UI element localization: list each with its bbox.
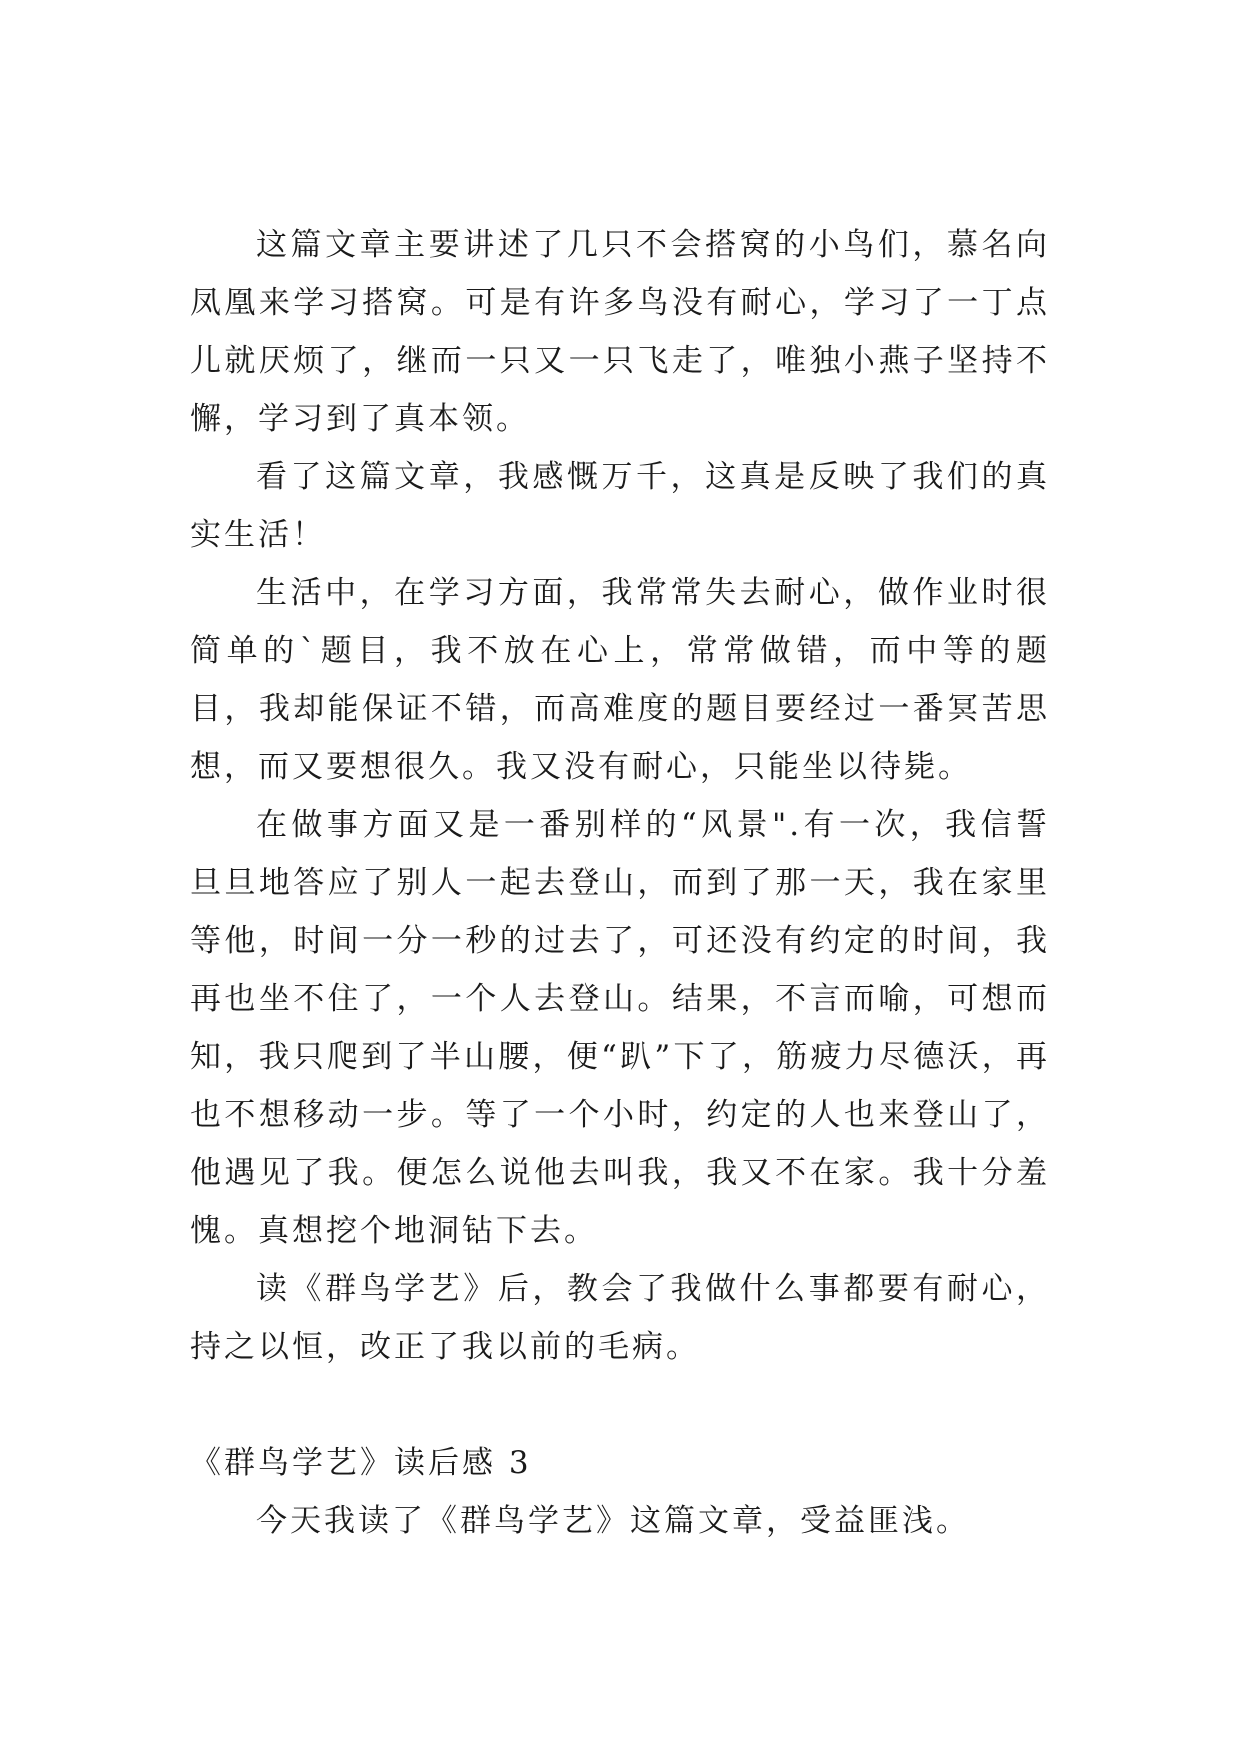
document-body: [190, 216, 1050, 1550]
paragraph: 生活中，在学习方面，我常常失去耐心，做作业时很简单的`题目，我不放在心上，常常做错，而中等的题目，我却能保证不错，而高难度的题目要经过一番冥苦思想，而又要想很久。我又没有耐心，只能坐以待毙。: [190, 575, 1050, 785]
paragraph: 读《群鸟学艺》后，教会了我做什么事都要有耐心，持之以恒，改正了我以前的毛病。: [190, 1271, 1050, 1365]
paragraph: 这篇文章主要讲述了几只不会搭窝的小鸟们，慕名向凤凰来学习搭窝。可是有许多鸟没有耐心，学习了一丁点儿就厌烦了，继而一只又一只飞走了，唯独小燕子坚持不懈，学习到了真本领。: [190, 227, 1050, 437]
paragraph: 看了这篇文章，我感慨万千，这真是反映了我们的真实生活！: [190, 459, 1050, 553]
paragraph: 在做事方面又是一番别样的“风景".有一次，我信誓旦旦地答应了别人一起去登山，而到了那一天，我在家里等他，时间一分一秒的过去了，可还没有约定的时间，我再也坐不住了，一个人去登山。结果，不言而喻，可想而知，我只爬到了半山腰，便“趴”下了，筋疲力尽德沃，再也不想移动一步。等了一个小时，约定的人也来登山了，他遇见了我。便怎么说他去叫我，我又不在家。我十分羞愧。真想挖个地洞钻下去。: [190, 807, 1050, 1249]
paragraph: 今天我读了《群鸟学艺》这篇文章，受益匪浅。: [256, 1503, 970, 1539]
section-title: 《群鸟学艺》读后感 3: [190, 1445, 532, 1481]
